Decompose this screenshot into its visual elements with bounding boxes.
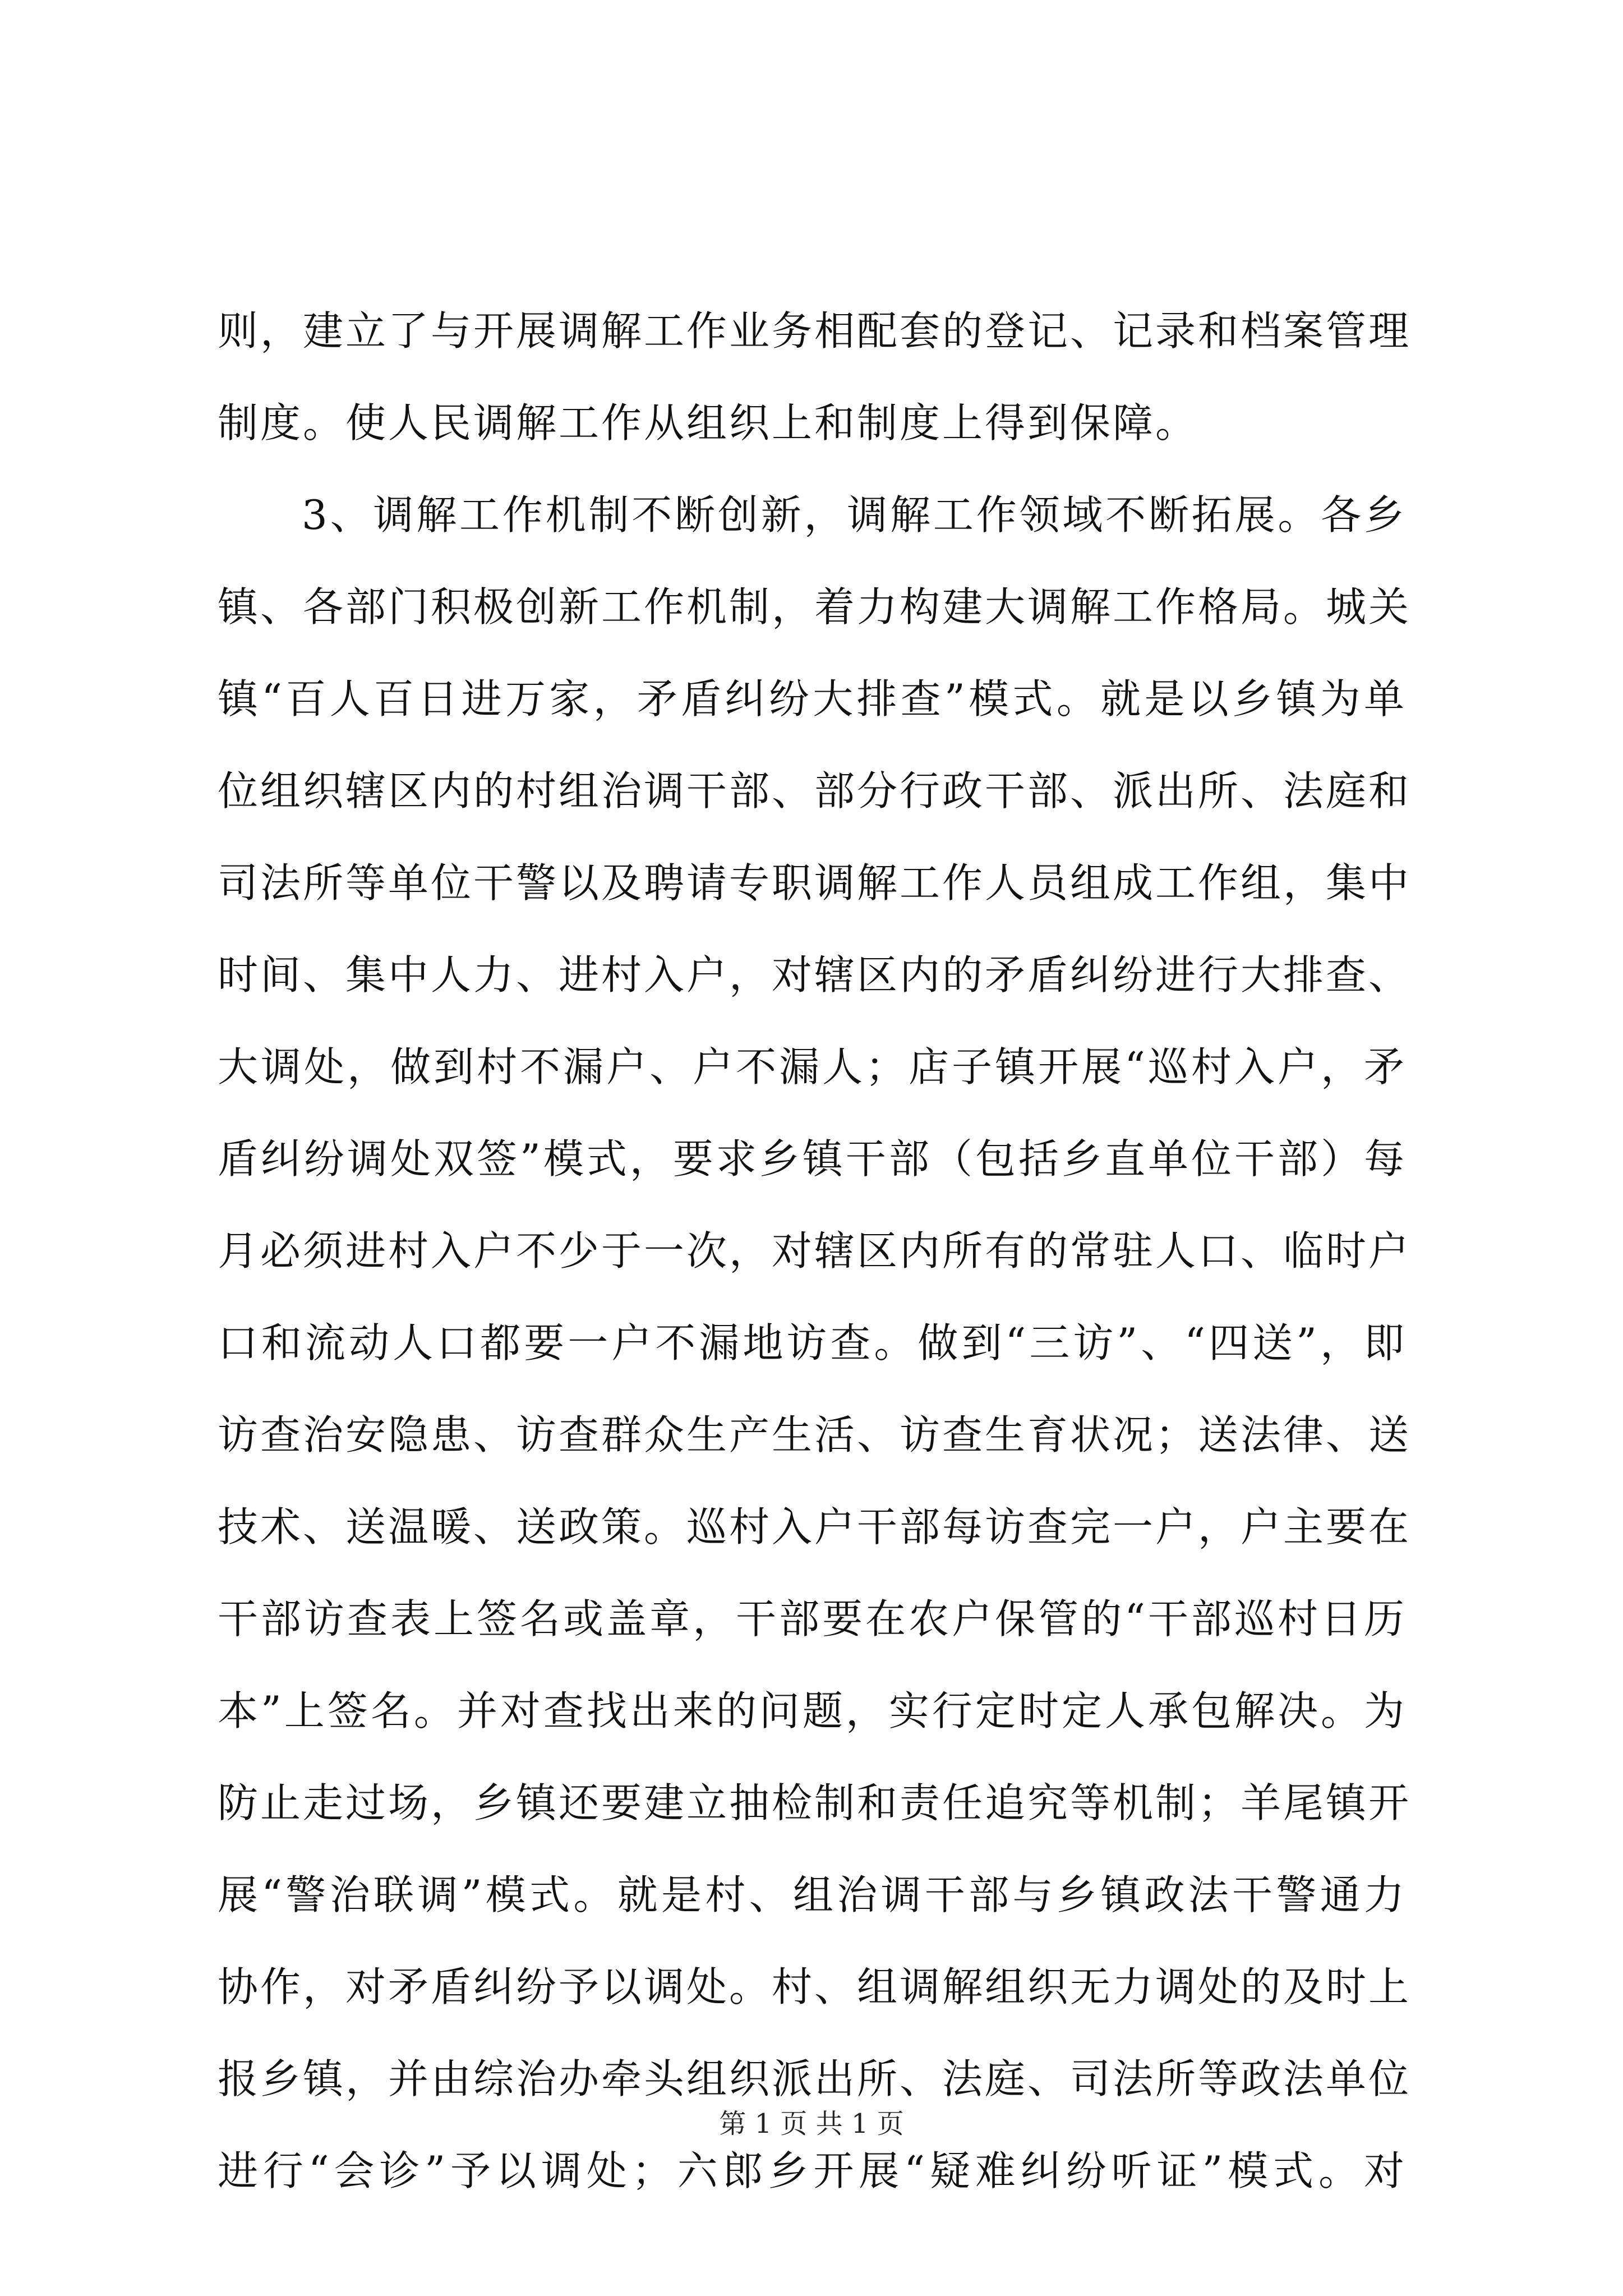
page-footer [0, 2107, 1623, 2141]
text-line-15: 干部访查表上签名或盖章，干部要在农户保管的“干部巡村日历 [218, 1595, 1407, 1642]
text-line-5: 镇“百人百日进万家，矛盾纠纷大排查”模式。就是以乡镇为单 [218, 675, 1407, 723]
text-line-13: 访查治安隐患、访查群众生产生活、访查生育状况；送法律、送 [218, 1411, 1412, 1458]
text-line-6: 位组织辖区内的村组治调干部、部分行政干部、派出所、法庭和 [218, 767, 1412, 815]
text-line-3: 3、调解工作机制不断创新，调解工作领域不断拓展。各乡 [302, 491, 1407, 539]
text-line-10: 盾纠纷调处双签”模式，要求乡镇干部（包括乡直单位干部）每 [218, 1135, 1407, 1182]
text-line-4: 镇、各部门积极创新工作机制，着力构建大调解工作格局。城关 [218, 583, 1412, 631]
text-line-1: 则，建立了与开展调解工作业务相配套的登记、记录和档案管理 [218, 307, 1412, 355]
page-number-label: 第 1 页 共 1 页 [719, 2108, 904, 2139]
text-line-14: 技术、送温暖、送政策。巡村入户干部每访查完一户，户主要在 [218, 1503, 1412, 1550]
text-line-20: 报乡镇，并由综治办牵头组织派出所、法庭、司法所等政法单位 [218, 2055, 1412, 2102]
document-body [218, 307, 1412, 2239]
text-line-18: 展“警治联调”模式。就是村、组治调干部与乡镇政法干警通力 [218, 1871, 1407, 1918]
text-line-8: 时间、集中人力、进村入户，对辖区内的矛盾纠纷进行大排查、 [218, 951, 1412, 999]
text-line-16: 本”上签名。并对查找出来的问题，实行定时定人承包解决。为 [218, 1687, 1407, 1734]
text-line-17: 防止走过场，乡镇还要建立抽检制和责任追究等机制；羊尾镇开 [218, 1779, 1412, 1826]
text-line-11: 月必须进村入户不少于一次，对辖区内所有的常驻人口、临时户 [218, 1227, 1412, 1274]
text-line-7: 司法所等单位干警以及聘请专职调解工作人员组成工作组，集中 [218, 859, 1412, 907]
text-line-9: 大调处，做到村不漏户、户不漏人；店子镇开展“巡村入户，矛 [218, 1043, 1407, 1091]
text-line-2: 制度。使人民调解工作从组织上和制度上得到保障。 [218, 399, 1198, 447]
text-line-19: 协作，对矛盾纠纷予以调处。村、组调解组织无力调处的及时上 [218, 1963, 1412, 2010]
text-line-12: 口和流动人口都要一户不漏地访查。做到“三访”、“四送”，即 [218, 1319, 1407, 1366]
text-line-21: 进行“会诊”予以调处；六郎乡开展“疑难纠纷听证”模式。对 [218, 2147, 1407, 2194]
